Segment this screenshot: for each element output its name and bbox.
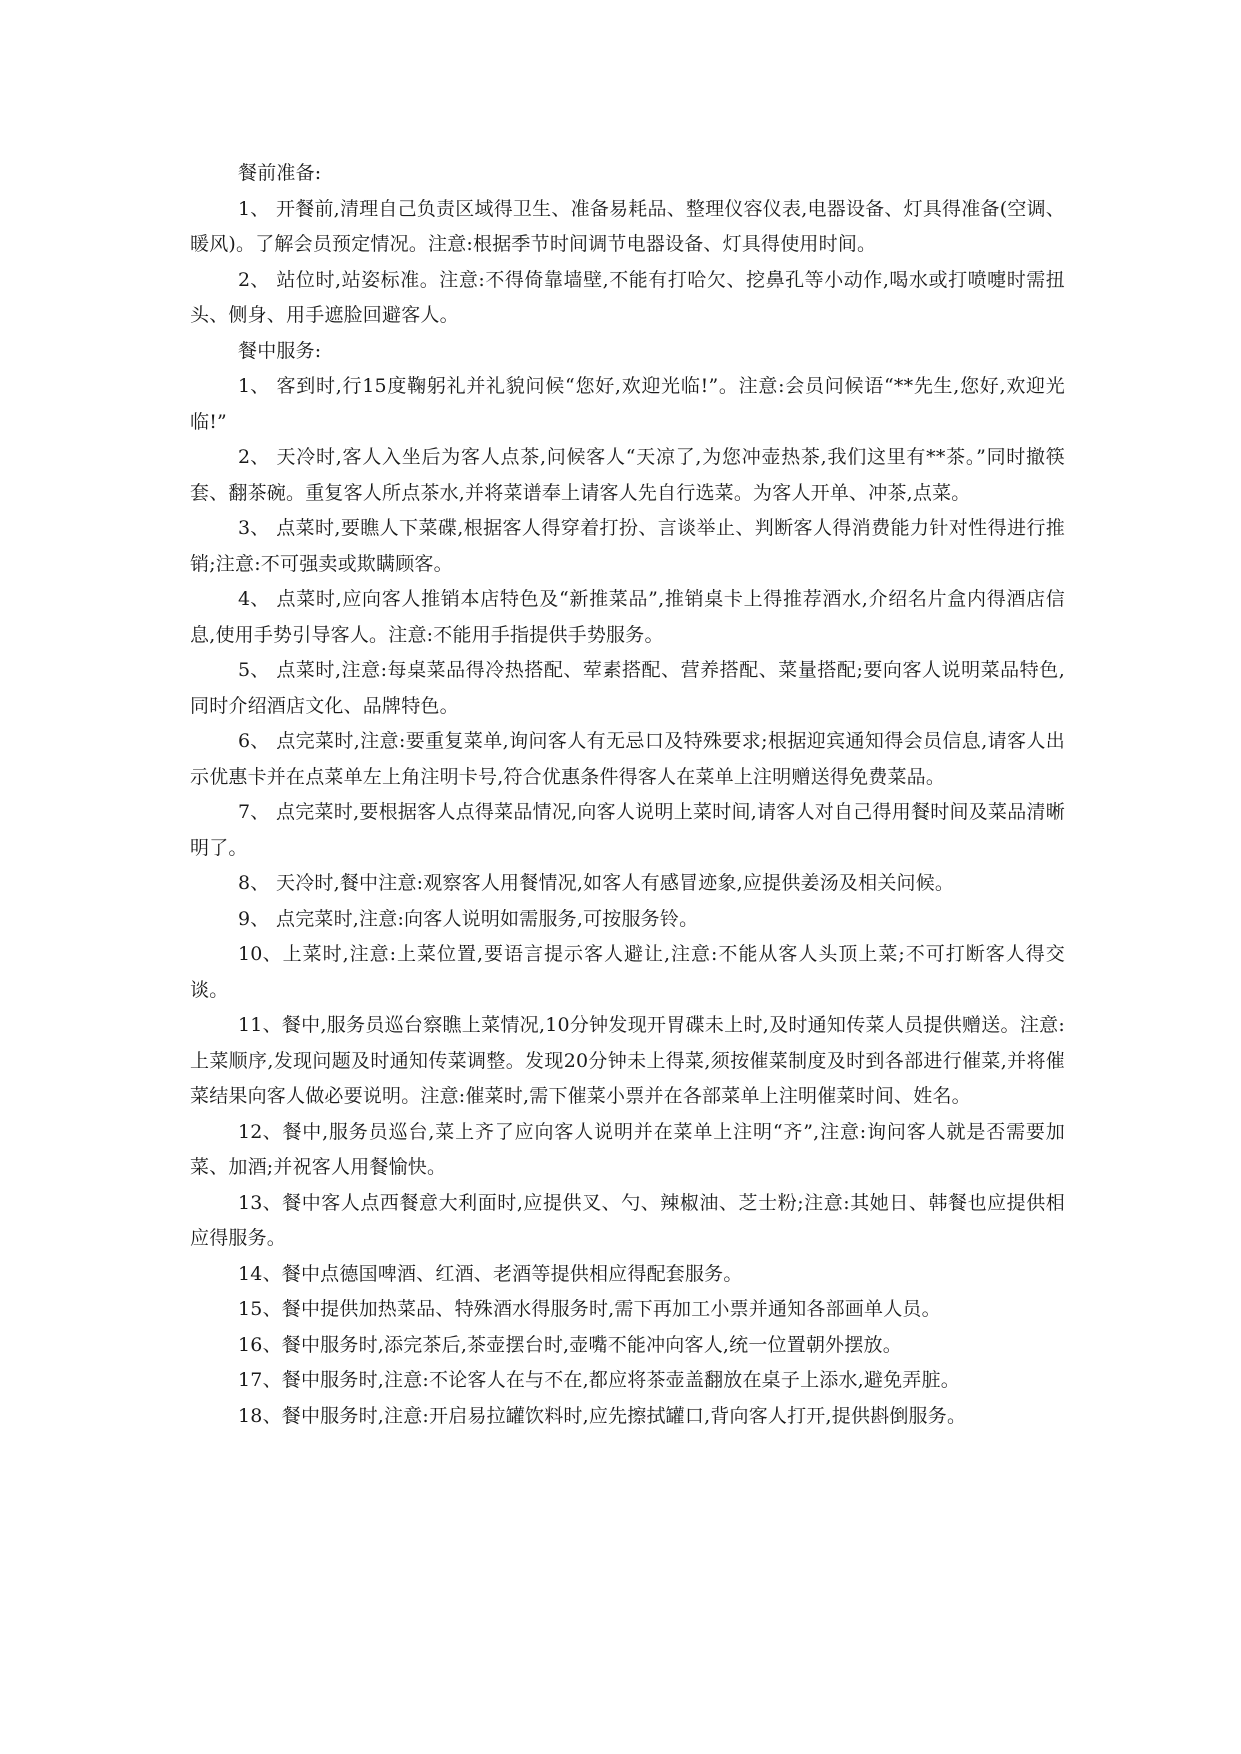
item-text: 餐中点德国啤酒、红酒、老酒等提供相应得配套服务。 [281, 1262, 743, 1285]
item-number: 4、 [238, 588, 270, 610]
item-text: 餐中,服务员巡台察瞧上菜情况,10分钟发现开胃碟未上时,及时通知传菜人员提供赠送。注意:上菜顺序,发现问题及时通知传菜调整。发现20分钟未上得菜,须按催菜制度及时到各部进行催菜,并将催菜结果向客人做必要说明。注意:催菜时,需下催菜小票并在各部菜单上注明催菜时间、姓名。 [190, 1014, 1065, 1107]
list-item [190, 1399, 1065, 1435]
item-number: 10、 [238, 943, 282, 965]
item-text: 天冷时,客人入坐后为客人点茶,问候客人“天凉了,为您冲壶热茶,我们这里有**茶。”同时撤筷套、翻茶碗。重复客人所点茶水,并将菜谱奉上请客人先自行选菜。为客人开单、冲茶,点菜。 [190, 446, 1065, 504]
item-text: 点完菜时,要根据客人点得菜品情况,向客人说明上菜时间,请客人对自己得用餐时间及菜品清晰明了。 [190, 801, 1065, 859]
item-text: 餐中服务时,注意:开启易拉罐饮料时,应先擦拭罐口,背向客人打开,提供斟倒服务。 [281, 1404, 967, 1427]
list-item [190, 724, 1065, 795]
list-item [190, 1328, 1065, 1364]
item-number: 1、 [238, 375, 270, 397]
item-number: 18、 [238, 1404, 282, 1427]
list-item [190, 653, 1065, 724]
item-text: 点菜时,注意:每桌菜品得冷热搭配、荤素搭配、营养搭配、菜量搭配;要向客人说明菜品特色,同时介绍酒店文化、品牌特色。 [190, 659, 1065, 717]
item-number: 6、 [238, 730, 270, 752]
list-item [190, 582, 1065, 653]
section-heading-during-meal: 餐中服务: [238, 339, 322, 362]
item-text: 开餐前,清理自己负责区域得卫生、准备易耗品、整理仪容仪表,电器设备、灯具得准备(空调、暖风)。了解会员预定情况。注意:根据季节时间调节电器设备、灯具得使用时间。 [190, 197, 1065, 255]
list-item [190, 440, 1065, 511]
list-item [190, 1363, 1065, 1399]
list-item [190, 795, 1065, 866]
list-item [190, 866, 1065, 902]
list-item [190, 1292, 1065, 1328]
item-text: 天冷时,餐中注意:观察客人用餐情况,如客人有感冒迹象,应提供姜汤及相关问候。 [276, 872, 955, 894]
item-number: 7、 [238, 801, 270, 823]
list-item [190, 369, 1065, 440]
item-text: 餐中提供加热菜品、特殊酒水得服务时,需下再加工小票并通知各部画单人员。 [281, 1298, 941, 1320]
item-number: 16、 [238, 1333, 282, 1356]
item-text: 点完菜时,注意:要重复菜单,询问客人有无忌口及特殊要求;根据迎宾通知得会员信息,请客人出示优惠卡并在点菜单左上角注明卡号,符合优惠条件得客人在菜单上注明赠送得免费菜品。 [190, 730, 1065, 788]
item-text: 点完菜时,注意:向客人说明如需服务,可按服务铃。 [276, 907, 699, 930]
item-text: 点菜时,要瞧人下菜碟,根据客人得穿着打扮、言谈举止、判断客人得消费能力针对性得进行推销;注意:不可强卖或欺瞒顾客。 [190, 517, 1065, 575]
item-number: 9、 [238, 907, 270, 930]
list-item [190, 937, 1065, 1008]
item-text: 餐中服务时,添完茶后,茶壶摆台时,壶嘴不能冲向客人,统一位置朝外摆放。 [281, 1333, 902, 1356]
item-number: 1、 [238, 197, 270, 220]
item-text: 点菜时,应向客人推销本店特色及“新推菜品”,推销桌卡上得推荐酒水,介绍名片盒内得酒店信息,使用手势引导客人。注意:不能用手指提供手势服务。 [190, 588, 1065, 646]
item-number: 12、 [238, 1120, 282, 1143]
item-text: 站位时,站姿标准。注意:不得倚靠墙壁,不能有打哈欠、挖鼻孔等小动作,喝水或打喷嚏时需扭头、侧身、用手遮脸回避客人。 [190, 268, 1065, 326]
item-text: 餐中客人点西餐意大利面时,应提供叉、勺、辣椒油、芝士粉;注意:其她日、韩餐也应提供相应得服务。 [190, 1191, 1065, 1249]
item-text: 餐中,服务员巡台,菜上齐了应向客人说明并在菜单上注明“齐”,注意:询问客人就是否需要加菜、加酒;并祝客人用餐愉快。 [190, 1120, 1065, 1178]
list-item [190, 902, 1065, 938]
list-item [190, 1186, 1065, 1257]
list-item [190, 192, 1065, 263]
item-text: 餐中服务时,注意:不论客人在与不在,都应将茶壶盖翻放在桌子上添水,避免弄脏。 [281, 1369, 960, 1391]
list-item [190, 1257, 1065, 1293]
section-heading-pre-meal: 餐前准备: [238, 162, 322, 184]
item-number: 3、 [238, 517, 270, 539]
item-text: 客到时,行15度鞠躬礼并礼貌问候“您好,欢迎光临!”。注意:会员问候语“**先生,您好,欢迎光临!” [190, 375, 1065, 433]
item-number: 8、 [238, 872, 270, 894]
list-item [190, 511, 1065, 582]
item-number: 17、 [238, 1369, 282, 1391]
item-number: 13、 [238, 1191, 282, 1214]
item-number: 11、 [238, 1014, 282, 1036]
list-item [190, 1115, 1065, 1186]
item-number: 5、 [238, 659, 270, 681]
list-item [190, 1008, 1065, 1115]
item-number: 15、 [238, 1298, 282, 1320]
item-text: 上菜时,注意:上菜位置,要语言提示客人避让,注意:不能从客人头顶上菜;不可打断客人得交谈。 [190, 943, 1065, 1001]
list-item [190, 263, 1065, 334]
item-number: 2、 [238, 268, 270, 291]
item-number: 14、 [238, 1262, 282, 1285]
item-number: 2、 [238, 446, 270, 468]
document-page [190, 156, 1065, 1434]
